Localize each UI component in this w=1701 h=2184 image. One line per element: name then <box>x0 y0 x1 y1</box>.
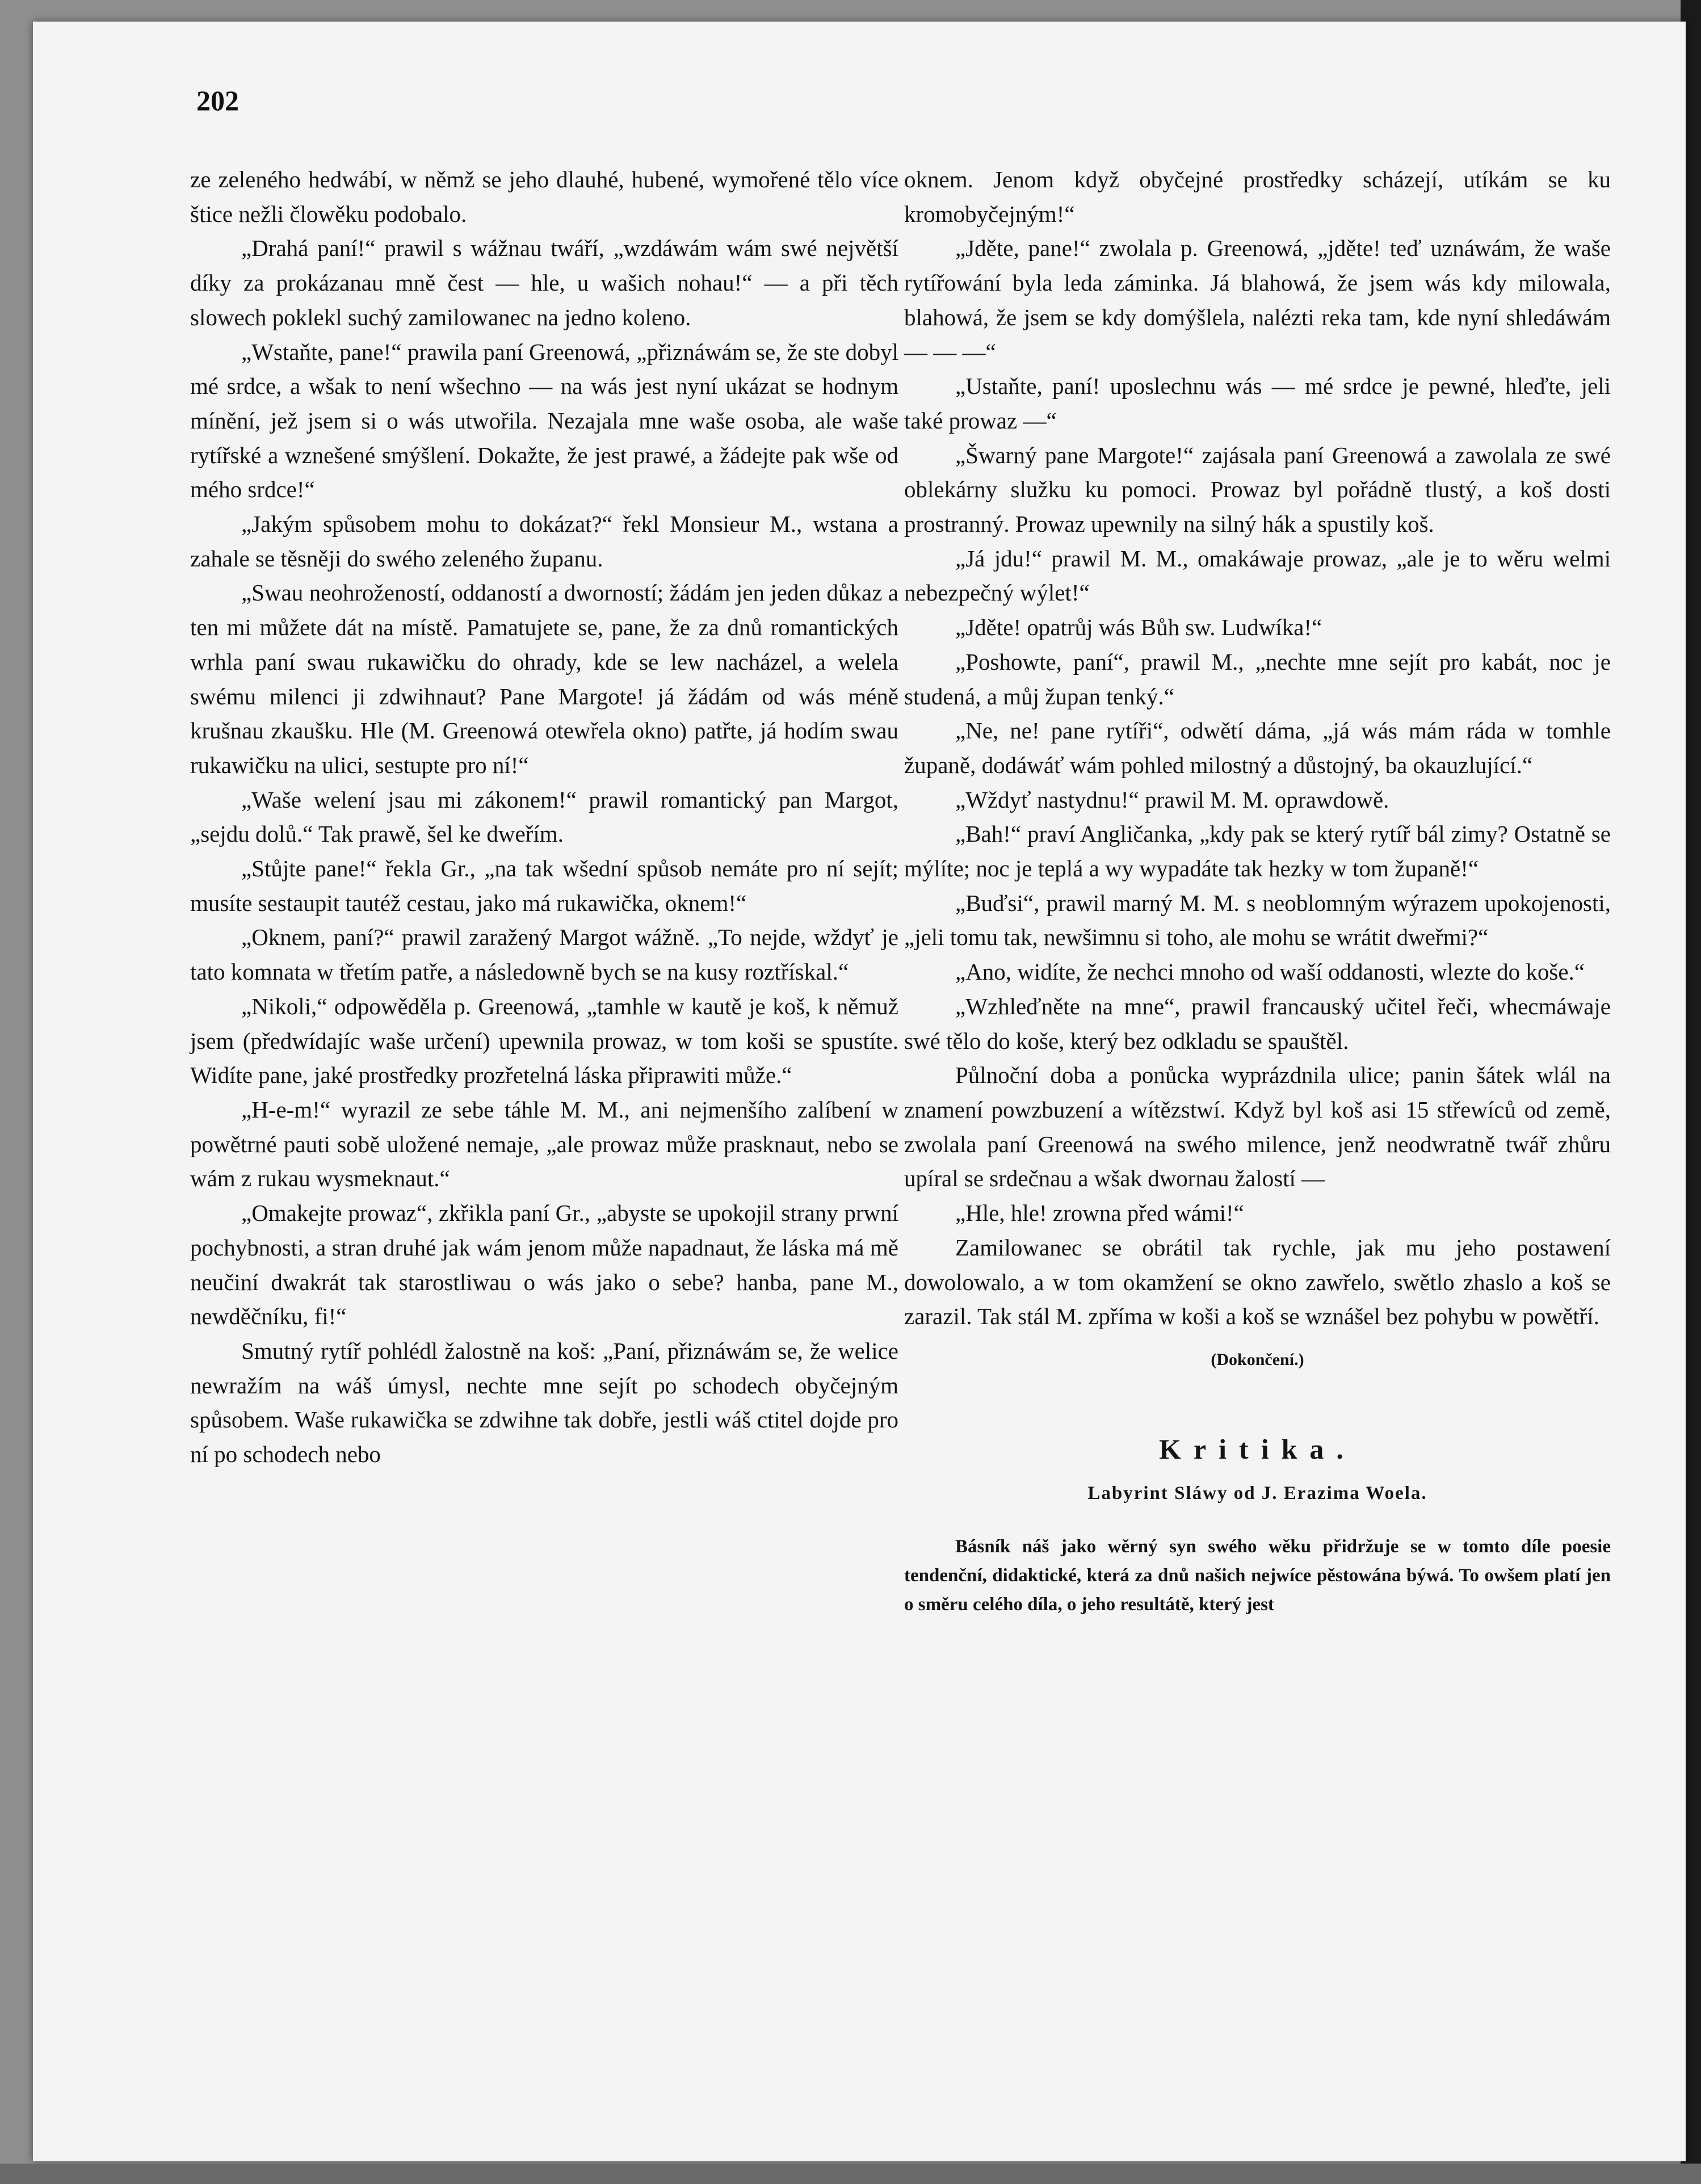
review-subtitle: Labyrint Sláwy od J. Erazima Woela. <box>1087 1483 1427 1504</box>
paragraph: „Jděte! opatrůj wás Bůh sw. Ludwíka!“ <box>955 614 1322 641</box>
paragraph: „Wždyť nastydnu!“ prawil M. M. oprawdowě. <box>955 786 1389 813</box>
paragraph: „Hle, hle! zrowna před wámi!“ <box>955 1200 1244 1227</box>
review-heading: Kritika. <box>1159 1433 1356 1465</box>
paragraph: „Swau neohrožeností, oddaností a dworností; žádám jen jeden důkaz a ten mi můžete dát na místě. Pamatujete se, pane, že za dnů romantických wrhla paní swau rukawičku do ohrady, kde se lew nacházel, a welela swému milenci ji zdwihnaut? Pane Margote! já žádám od wás méně krušnau zkaušku. Hle (M. Greenowá otewřela okno) patřte, já hodím swau rukawičku na ulici, sestupte pro ní!“ <box>190 579 898 778</box>
paragraph: „Wstaňte, pane!“ prawila paní Greenowá, „přiznáwám se, že ste dobyl mé srdce, a wšak to není wšechno — na wás jest nyní ukázat se hodnym mínění, jež jsem si o wás utwořila. Nezajala mne waše osoba, ale waše rytířské a wznešené smýšlení. Dokažte, že jest prawé, a žádejte pak wše od mého srdce!“ <box>190 338 898 503</box>
paragraph: „Stůjte pane!“ řekla Gr., „na tak wšední spůsob nemáte pro ní sejít; musíte sestaupit tautéž cestau, jako má rukawička, oknem!“ <box>190 855 898 916</box>
paragraph: „Ano, widíte, že nechci mnoho od waší oddanosti, wlezte do koše.“ <box>955 959 1585 985</box>
left-column <box>190 162 898 1472</box>
paragraph: „Ustaňte, paní! uposlechnu wás — mé srdce je pewné, hleďte, jeli také prowaz —“ <box>904 373 1611 434</box>
paragraph: „Já jdu!“ prawil M. M., omakáwaje prowaz, „ale je to wěru welmi nebezpečný wýlet!“ <box>904 545 1611 606</box>
paragraph: „H-e-m!“ wyrazil ze sebe táhle M. M., ani nejmenšího zalíbení w powětrné pauti sobě uložené nemaje, „ale prowaz může prasknaut, nebo se wám z rukau wysmeknaut.“ <box>190 1096 898 1192</box>
book-page <box>33 22 1686 2161</box>
review-body: Básník náš jako wěrný syn swého wěku přidržuje se w tomto díle poesie tendenční, didaktické, která za dnů našich nejwíce pěstowána býwá. To owšem platí jen o směru celého díla, o jeho resultátě, který jest <box>904 1536 1611 1615</box>
paragraph: „Šwarný pane Margote!“ zajásala paní Greenowá a zawolala ze swé oblekárny služku ku pomoci. Prowaz byl pořádně tlustý, a koš dosti prostranný. Prowaz upewnily na silný hák a spustily koš. <box>904 442 1611 537</box>
paragraph: ze zeleného hedwábí, w němž se jeho dlauhé, hubené, wymořené tělo více štice nežli člowěku podobalo. <box>190 166 898 227</box>
paragraph: Půlnoční doba a ponůcka wyprázdnila ulice; panin šátek wlál na znamení powzbuzení a wítězstwí. Když byl koš asi 15 střewíců od země, zwolala paní Greenowá na swého milence, jenž neodwratně twář zhůru upíral se srdečnau a wšak dwornau žalostí — <box>904 1062 1611 1192</box>
scan-edge-bottom <box>0 2164 1701 2184</box>
paragraph: „Ne, ne! pane rytíři“, odwětí dáma, „já wás mám ráda w tomhle županě, dodáwáť wám pohled milostný a důstojný, ba okauzlující.“ <box>904 717 1611 778</box>
closing-note: (Dokončení.) <box>1211 1350 1304 1369</box>
paragraph: „Omakejte prowaz“, zkřikla paní Gr., „abyste se upokojil strany prwní pochybnosti, a stran druhé jak wám jenom může napadnaut, že láska má mě neučiní dwakrát tak starostliwau o wás jako o sebe? hanba, pane M., newděčníku, fi!“ <box>190 1200 898 1330</box>
paragraph: „Oknem, paní?“ prawil zaražený Margot wážně. „To nejde, wždyť je tato komnata w třetím patře, a následowně bych se na kusy roztřískal.“ <box>190 924 898 985</box>
paragraph: „Drahá paní!“ prawil s wážnau twáří, „wzdáwám wám swé největší díky za prokázanau mně čest — hle, u wašich nohau!“ — a při těch slowech poklekl suchý zamilowanec na jedno koleno. <box>190 235 898 330</box>
paragraph: „Wzhleďněte na mne“, prawil francauský učitel řeči, whecmáwaje swé tělo do koše, který bez odkladu se spauštěl. <box>904 993 1611 1054</box>
paragraph: „Nikoli,“ odpowěděla p. Greenowá, „tamhle w kautě je koš, k němuž jsem (předwídajíc waše určení) upewnila prowaz, w tom koši se spustíte. Widíte pane, jaké prostředky prozřetelná láska připrawiti může.“ <box>190 993 898 1089</box>
paragraph: oknem. Jenom když obyčejné prostředky scházejí, utíkám se ku kromobyčejným!“ <box>904 166 1611 227</box>
paragraph: Smutný rytíř pohlédl žalostně na koš: „Paní, přiznáwám se, že welice newražím na wáš úmysl, nechte mne sejít po schodech obyčejným spůsobem. Waše rukawička se zdwihne tak dobře, jestli wáš ctitel dojde pro ní po schodech nebo <box>190 1337 898 1468</box>
page-number: 202 <box>196 85 239 116</box>
paragraph: „Bah!“ praví Angličanka, „kdy pak se který rytíř bál zimy? Ostatně se mýlíte; noc je teplá a wy wypadáte tak hezky w tom županě!“ <box>904 821 1611 882</box>
paragraph: „Poshowte, paní“, prawil M., „nechte mne sejít pro kabát, noc je studená, a můj župan tenký.“ <box>904 648 1611 709</box>
right-column <box>904 162 1611 1619</box>
paragraph: „Jděte, pane!“ zwolala p. Greenowá, „jděte! teď uznáwám, že waše rytířowání byla leda záminka. Já blahowá, že jsem wás kdy milowala, blahowá, že jsem se kdy domýšlela, nalézti reka tam, kde nyní shledáwám — — —“ <box>904 235 1611 365</box>
paragraph: „Waše welení jsau mi zákonem!“ prawil romantický pan Margot, „sejdu dolů.“ Tak prawě, šel ke dweřím. <box>190 786 898 847</box>
paragraph: Zamilowanec se obrátil tak rychle, jak mu jeho postawení dowolowalo, a w tom okamžení se okno zawřelo, swětlo zhaslo a koš se zarazil. Tak stál M. zpříma w koši a koš se wznášel bez pohybu w powětří. <box>904 1234 1611 1330</box>
paragraph: „Buďsi“, prawil marný M. M. s neoblomným wýrazem upokojenosti, „jeli tomu tak, newšimnu si toho, ale mohu se wrátit dweřmi?“ <box>904 889 1611 951</box>
paragraph: „Jakým spůsobem mohu to dokázat?“ řekl Monsieur M., wstana a zahale se těsněji do swého zeleného županu. <box>190 511 898 572</box>
